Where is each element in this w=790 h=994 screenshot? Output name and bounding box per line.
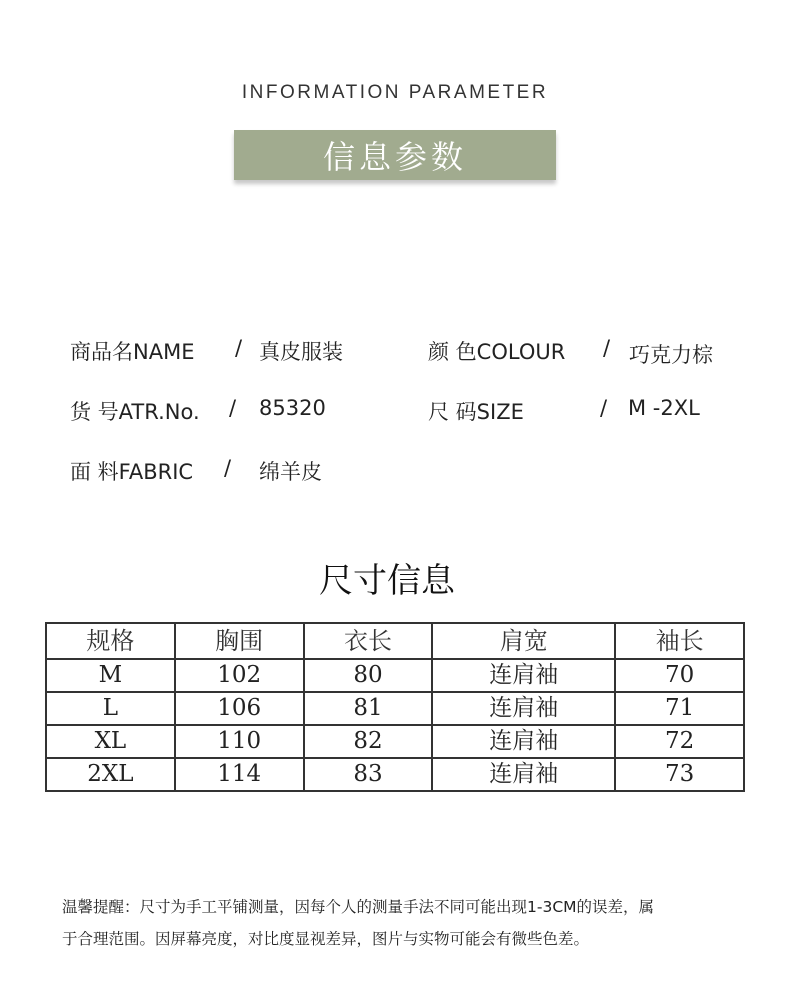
art-number-label: 货 号ATR.No. bbox=[70, 400, 200, 424]
table-cell: L bbox=[46, 692, 175, 725]
colour-separator: / bbox=[603, 336, 611, 360]
colour-label: 颜 色COLOUR bbox=[428, 340, 566, 364]
chinese-title: 信息参数 bbox=[322, 138, 467, 176]
table-cell: 114 bbox=[175, 758, 304, 791]
table-cell: 80 bbox=[304, 659, 433, 692]
header-spec: 规格 bbox=[46, 623, 175, 659]
english-title: INFORMATION PARAMETER bbox=[241, 82, 549, 103]
art-number-value: 85320 bbox=[259, 396, 326, 420]
table-cell: 连肩袖 bbox=[432, 758, 615, 791]
table-cell: 连肩袖 bbox=[432, 725, 615, 758]
table-cell: 110 bbox=[175, 725, 304, 758]
table-cell: 72 bbox=[615, 725, 744, 758]
name-label: 商品名NAME bbox=[70, 340, 195, 364]
table-cell: 2XL bbox=[46, 758, 175, 791]
table-cell: 70 bbox=[615, 659, 744, 692]
table-cell: 73 bbox=[615, 758, 744, 791]
size-value: M -2XL bbox=[628, 396, 700, 420]
table-row bbox=[46, 725, 744, 758]
table-cell: 102 bbox=[175, 659, 304, 692]
table-row bbox=[46, 692, 744, 725]
fabric-label: 面 料FABRIC bbox=[70, 460, 194, 484]
size-table bbox=[45, 622, 745, 792]
fabric-value: 绵羊皮 bbox=[259, 460, 322, 484]
table-cell: 81 bbox=[304, 692, 433, 725]
header-length: 衣长 bbox=[304, 623, 433, 659]
art-number-separator: / bbox=[229, 396, 237, 420]
table-cell: M bbox=[46, 659, 175, 692]
colour-value: 巧克力棕 bbox=[629, 343, 713, 367]
table-header-row bbox=[46, 623, 744, 659]
fabric-separator: / bbox=[224, 456, 232, 480]
chinese-title-band bbox=[234, 130, 556, 180]
table-row bbox=[46, 758, 744, 791]
header-chest: 胸围 bbox=[175, 623, 304, 659]
table-cell: 连肩袖 bbox=[432, 659, 615, 692]
note-line-2: 于合理范围。因屏幕亮度，对比度显视差异，图片与实物可能会有微些色差。 bbox=[62, 930, 590, 948]
table-cell: 83 bbox=[304, 758, 433, 791]
note-line-1: 温馨提醒：尺寸为手工平铺测量，因每个人的测量手法不同可能出现1-3CM的误差，属 bbox=[62, 898, 655, 916]
size-separator: / bbox=[600, 396, 608, 420]
header-sleeve: 袖长 bbox=[615, 623, 744, 659]
header-shoulder: 肩宽 bbox=[432, 623, 615, 659]
table-cell: 106 bbox=[175, 692, 304, 725]
table-row bbox=[46, 659, 744, 692]
size-label: 尺 码SIZE bbox=[428, 400, 524, 424]
name-separator: / bbox=[235, 336, 243, 360]
table-cell: XL bbox=[46, 725, 175, 758]
table-cell: 71 bbox=[615, 692, 744, 725]
table-cell: 82 bbox=[304, 725, 433, 758]
table-cell: 连肩袖 bbox=[432, 692, 615, 725]
name-value: 真皮服装 bbox=[259, 340, 343, 364]
size-table-title: 尺寸信息 bbox=[319, 561, 455, 601]
